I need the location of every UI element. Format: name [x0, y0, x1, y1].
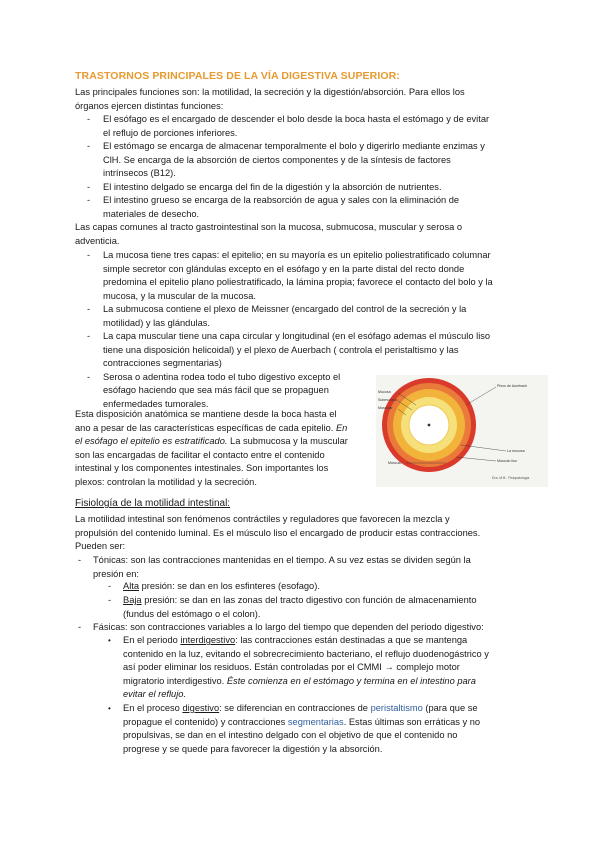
- list-bullet: •: [108, 704, 111, 713]
- figure-label: Muscular: [378, 406, 393, 410]
- list-item-digestivo: En el proceso digestivo: se diferencian en contracciones de peristaltismo (para que se: [123, 703, 478, 713]
- list-dash: -: [87, 371, 91, 382]
- list-item-estomago: intrínsecos (B12).: [103, 168, 176, 178]
- section-intro: propulsión del contenido luminal. Es el músculo liso el encargado de producir estas contracciones.: [75, 527, 481, 538]
- list-dash: -: [108, 581, 112, 591]
- list-item-estomago: El estómago se encarga de almacenar temporalmente el bolo y digerirlo mediante enzimas y: [103, 141, 485, 151]
- list-item-baja: (fundus del estómago o el colon).: [123, 608, 261, 619]
- list-item-submucosa: motilidad) y las glándulas.: [103, 317, 210, 328]
- section-intro: La motilidad intestinal son fenómenos contráctiles y reguladores que favorecen la mezcla y: [75, 514, 450, 524]
- list-item-interdigestivo: En el periodo interdigestivo: las contracciones están destinadas a que se mantenga: [123, 635, 468, 645]
- list-item-muscular: contracciones segmentarias): [103, 358, 222, 368]
- list-dash: -: [87, 304, 91, 314]
- figure-label: Plexo de Auerbach: [497, 384, 528, 388]
- figure-label: Mucosa: [378, 390, 391, 394]
- intro-line: órganos ejercen distintas funciones:: [75, 100, 224, 111]
- figure-label: Submucosa: [378, 398, 397, 402]
- list-dash: -: [87, 195, 91, 205]
- list-item-mucosa: mucosa, y la muscular de la mucosa.: [103, 290, 256, 301]
- list-item-delgado: El intestino delgado se encarga del fin de la digestión y la absorción de nutrientes.: [103, 181, 442, 192]
- page-title: TRASTORNOS PRINCIPALES DE LA VÍA DIGESTIVA SUPERIOR:: [75, 70, 400, 82]
- list-item-mucosa: simple secretor con glándulas excepto en el esófago y en la parte distal del recto donde: [103, 263, 465, 274]
- section-intro: Pueden ser:: [75, 541, 126, 551]
- digestive-wall-diagram: [376, 375, 548, 487]
- list-item-grueso: El intestino grueso se encarga de la reabsorción de agua y sales con la eliminación de: [103, 195, 460, 205]
- list-item-muscular: tiene una disposición helicoidal) y el plexo de Auerbach ( controla el peristaltismo y las: [103, 344, 459, 355]
- list-dash: -: [87, 181, 91, 192]
- list-dash: -: [87, 114, 91, 124]
- list-item-submucosa: La submucosa contiene el plexo de Meissner (encargado del control de la secreción y la: [103, 304, 467, 314]
- list-dash: -: [87, 250, 91, 260]
- disposition-line: el esófago el epitelio es estratificado. La submucosa y la muscular: [75, 436, 348, 446]
- list-item-interdigestivo: contenido en la luz, evitando el sobrecrecimiento bacteriano, el reflujo duodenogástrico y: [123, 648, 489, 659]
- list-item-digestivo: propulsivas, se dan en el intestino delgado con el objetivo de que el contenido no: [123, 730, 458, 740]
- disposition-line: plexos: controlan la motilidad y la secreción.: [75, 476, 257, 487]
- layers-intro: Las capas comunes al tracto gastrointestinal son la mucosa, submucosa, muscular y serosa o: [75, 222, 463, 232]
- disposition-line: ano a pesar de las características específicas de cada epitelio. En: [75, 422, 348, 433]
- list-dash: -: [87, 331, 91, 341]
- list-item-mucosa: predomina el epitelio plano poliestratificado, la lámina propia; favorece el contacto del bolo y la: [103, 277, 493, 287]
- figure-caption: Dra. M.B.. Fisiopatología: [492, 476, 530, 480]
- list-item-alta: Alta presión: se dan en los esfinteres (esofago).: [123, 581, 320, 591]
- list-dash: -: [78, 622, 82, 632]
- disposition-line: intestinal y los componentes intestinales. Son importantes los: [75, 463, 329, 473]
- list-item-estomago: ClH. Se encarga de la absorción de ciertos componentes y de la síntesis de factores: [103, 154, 451, 165]
- figure-label: Músculo liso: [497, 459, 517, 463]
- list-item-tonicas: Tónicas: son las contracciones mantenidas en el tiempo. A su vez estas se dividen según la: [93, 555, 471, 565]
- list-item-fasicas: Fásicas: son contracciones variables a lo largo del tiempo que dependen del periodo digestivo:: [93, 622, 484, 632]
- list-item-esofago: El esófago es el encargado de descender el bolo desde la boca hasta el estómago y de evitar: [103, 114, 490, 124]
- list-item-interdigestivo: evitar el reflujo.: [123, 689, 187, 699]
- intro-line: Las principales funciones son: la motilidad, la secreción y la digestión/absorción. Para ellos los: [75, 87, 465, 97]
- list-item-esofago: el reflujo de porciones inferiores.: [103, 127, 238, 138]
- list-bullet: •: [108, 636, 111, 645]
- list-item-serosa: esófago haciendo que sea más fácil que se propaguen: [103, 385, 329, 395]
- list-item-serosa: enfermedades tumorales.: [103, 398, 209, 409]
- list-item-digestivo: propague el contenido) y contracciones segmentarias. Estas últimas son erráticas y no: [123, 716, 481, 727]
- layers-intro: adventicia.: [75, 235, 120, 246]
- list-item-muscular: La capa muscular tiene una capa circular y longitudinal (en el esófago ademas el músculo liso: [103, 331, 491, 341]
- list-dash: -: [87, 141, 91, 151]
- disposition-line: son las encargadas de facilitar el contacto entre el contenido: [75, 449, 325, 460]
- list-item-digestivo: progrese y se quede para favorecer la digestión y la absorción.: [123, 743, 383, 754]
- list-item-serosa: Serosa o adentina rodea todo el tubo digestivo excepto el: [103, 371, 341, 382]
- section-heading: Fisiología de la motilidad intestinal:: [75, 498, 231, 509]
- figure-label: La mucosa: [507, 449, 525, 453]
- list-dash: -: [78, 555, 82, 565]
- list-item-baja: Baja presión: se dan en las zonas del tracto digestivo con función de almacenamiento: [123, 595, 477, 605]
- list-item-tonicas: presión en:: [93, 568, 139, 579]
- figure-label: Músculo: [388, 461, 402, 465]
- list-item-grueso: materiales de desecho.: [103, 208, 200, 219]
- list-item-mucosa: La mucosa tiene tres capas: el epitelio; en su mayoría es un epitelio poliestratificado columnar: [103, 250, 491, 260]
- disposition-line: Esta disposición anatómica se mantiene desde la boca hasta el: [75, 409, 337, 419]
- list-dash: -: [108, 595, 112, 605]
- list-item-interdigestivo: así poder eliminar los residuos. Están controladas por el CMMI → complejo motor: [123, 662, 460, 672]
- list-item-interdigestivo: migratorio interdigestivo. Éste comienza en el estómago y termina en el intestino para: [123, 675, 476, 686]
